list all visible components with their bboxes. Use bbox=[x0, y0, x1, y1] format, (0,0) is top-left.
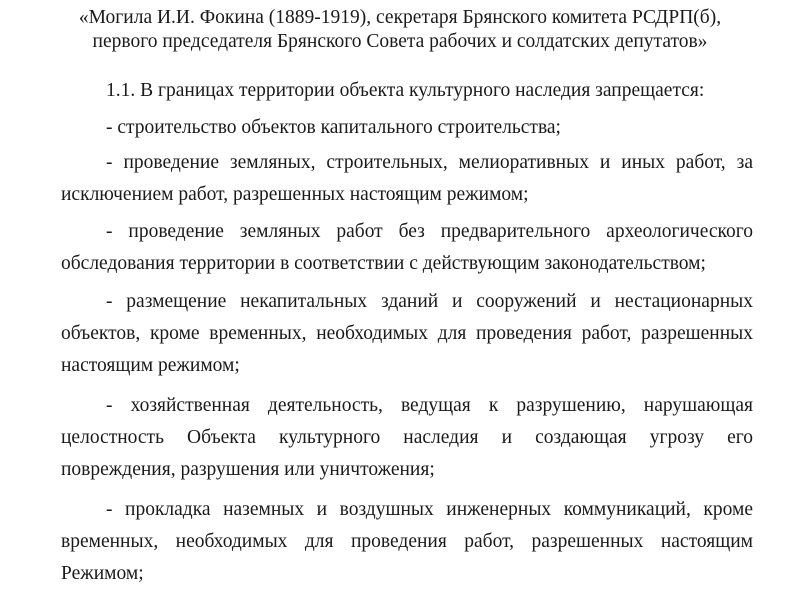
list-item-line: - проведение земляных, строительных, мелиоративных и иных работ, за bbox=[106, 152, 753, 173]
section-heading: 1.1. В границах территории объекта культурного наследия запрещается: bbox=[106, 80, 705, 101]
title-line-1: «Могила И.И. Фокина (1889-1919), секретаря Брянского комитета РСДРП(б), bbox=[78, 7, 722, 28]
list-item bbox=[61, 286, 753, 382]
list-item-line: Режимом; bbox=[61, 563, 144, 584]
list-item-line: - хозяйственная деятельность, ведущая к разрушению, нарушающая bbox=[106, 395, 753, 416]
list-item-line: повреждения, разрушения или уничтожения; bbox=[61, 459, 435, 480]
list-item-line: обследования территории в соответствии с действующим законодательством; bbox=[61, 253, 706, 274]
list-item bbox=[61, 147, 753, 211]
list-item-line: - размещение некапитальных зданий и сооружений и нестационарных bbox=[106, 291, 753, 312]
document-title bbox=[40, 6, 760, 54]
list-item-line: - строительство объектов капитального строительства; bbox=[106, 117, 561, 138]
list-item-line: временных, необходимых для проведения работ, разрешенных настоящим bbox=[61, 531, 753, 552]
list-item bbox=[61, 216, 753, 280]
list-item-line: целостность Объекта культурного наследия и создающая угрозу его bbox=[61, 427, 753, 448]
title-line-2: первого председателя Брянского Совета рабочих и солдатских депутатов» bbox=[92, 31, 708, 52]
list-item bbox=[61, 112, 753, 144]
list-item bbox=[61, 494, 753, 590]
list-item-line: - проведение земляных работ без предварительного археологического bbox=[106, 221, 753, 242]
list-item-line: настоящим режимом; bbox=[61, 355, 240, 376]
list-item-line: объектов, кроме временных, необходимых для проведения работ, разрешенных bbox=[61, 323, 753, 344]
list-item bbox=[61, 390, 753, 486]
list-item-line: исключением работ, разрешенных настоящим режимом; bbox=[61, 184, 529, 205]
list-item-line: - прокладка наземных и воздушных инженерных коммуникаций, кроме bbox=[106, 499, 753, 520]
